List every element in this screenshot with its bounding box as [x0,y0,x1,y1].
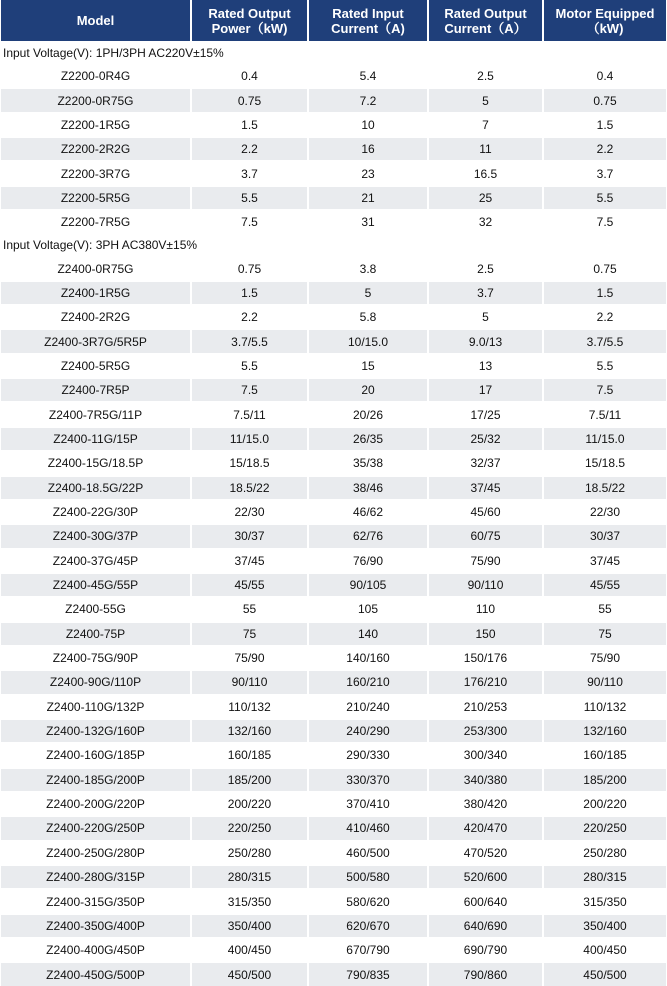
header-rated-output-current: Rated Output Current（A） [428,0,543,42]
table-row [1,646,666,670]
cell-motor-equipped: 132/160 [543,719,666,743]
header-motor-equipped: Motor Equipped（kW) [543,0,666,42]
table-row [1,402,666,426]
cell-rated-input-current: 240/290 [308,719,428,743]
cell-model: Z2400-110G/132P [1,695,191,719]
cell-model: Z2400-3R7G/5R5P [1,329,191,353]
cell-rated-output-power: 5.5 [191,186,308,210]
cell-motor-equipped: 3.7/5.5 [543,329,666,353]
table-body [1,42,666,986]
table-row [1,938,666,962]
cell-rated-output-current: 5 [428,305,543,329]
table-row [1,256,666,280]
cell-motor-equipped: 0.75 [543,256,666,280]
cell-rated-output-power: 400/450 [191,938,308,962]
cell-model: Z2400-132G/160P [1,719,191,743]
cell-model: Z2200-0R75G [1,88,191,112]
cell-rated-input-current: 62/76 [308,524,428,548]
cell-motor-equipped: 185/200 [543,768,666,792]
cell-rated-input-current: 160/210 [308,670,428,694]
cell-rated-output-power: 75 [191,622,308,646]
cell-rated-output-current: 150/176 [428,646,543,670]
cell-rated-output-current: 253/300 [428,719,543,743]
cell-model: Z2400-0R75G [1,256,191,280]
cell-motor-equipped: 5.5 [543,186,666,210]
cell-motor-equipped: 7.5 [543,378,666,402]
table-row [1,451,666,475]
cell-rated-output-power: 7.5 [191,378,308,402]
cell-model: Z2400-220G/250P [1,816,191,840]
cell-rated-output-power: 1.5 [191,281,308,305]
cell-rated-output-current: 420/470 [428,816,543,840]
cell-motor-equipped: 75 [543,622,666,646]
cell-rated-output-power: 1.5 [191,113,308,137]
table-row [1,329,666,353]
cell-model: Z2200-7R5G [1,210,191,234]
cell-rated-input-current: 580/620 [308,889,428,913]
cell-rated-input-current: 16 [308,137,428,161]
cell-rated-input-current: 370/410 [308,792,428,816]
cell-rated-output-current: 17 [428,378,543,402]
cell-rated-output-current: 790/860 [428,962,543,985]
cell-rated-output-current: 13 [428,354,543,378]
cell-rated-output-power: 280/315 [191,865,308,889]
table-row [1,549,666,573]
table-row [1,597,666,621]
cell-rated-input-current: 26/35 [308,427,428,451]
cell-rated-output-current: 340/380 [428,768,543,792]
cell-model: Z2400-90G/110P [1,670,191,694]
cell-rated-output-power: 18.5/22 [191,476,308,500]
cell-rated-output-current: 16.5 [428,161,543,185]
table-row [1,622,666,646]
cell-rated-output-power: 7.5 [191,210,308,234]
table-header [1,0,666,42]
table-row [1,573,666,597]
cell-motor-equipped: 5.5 [543,354,666,378]
cell-rated-output-current: 3.7 [428,281,543,305]
cell-rated-input-current: 20 [308,378,428,402]
cell-motor-equipped: 0.4 [543,64,666,88]
section-row [1,42,666,64]
cell-rated-output-current: 5 [428,88,543,112]
table-row [1,137,666,161]
cell-model: Z2400-45G/55P [1,573,191,597]
header-model: Model [1,0,191,42]
cell-rated-input-current: 210/240 [308,695,428,719]
table-row [1,816,666,840]
table-row [1,186,666,210]
cell-motor-equipped: 160/185 [543,743,666,767]
cell-rated-output-current: 75/90 [428,549,543,573]
cell-rated-output-current: 380/420 [428,792,543,816]
cell-model: Z2400-22G/30P [1,500,191,524]
table-row [1,792,666,816]
cell-rated-output-current: 300/340 [428,743,543,767]
cell-rated-output-current: 110 [428,597,543,621]
cell-rated-output-current: 17/25 [428,402,543,426]
cell-motor-equipped: 7.5 [543,210,666,234]
table-row [1,962,666,985]
cell-rated-input-current: 15 [308,354,428,378]
cell-rated-input-current: 20/26 [308,402,428,426]
cell-motor-equipped: 11/15.0 [543,427,666,451]
cell-rated-output-power: 0.4 [191,64,308,88]
cell-motor-equipped: 220/250 [543,816,666,840]
table-row [1,524,666,548]
cell-rated-input-current: 620/670 [308,914,428,938]
cell-rated-output-power: 37/45 [191,549,308,573]
cell-model: Z2400-400G/450P [1,938,191,962]
cell-rated-output-power: 110/132 [191,695,308,719]
cell-rated-input-current: 23 [308,161,428,185]
cell-rated-output-current: 60/75 [428,524,543,548]
table-row [1,695,666,719]
table-row [1,161,666,185]
cell-motor-equipped: 315/350 [543,889,666,913]
cell-model: Z2400-2R2G [1,305,191,329]
cell-rated-input-current: 10 [308,113,428,137]
cell-rated-output-current: 2.5 [428,256,543,280]
cell-rated-input-current: 330/370 [308,768,428,792]
section-title: Input Voltage(V): 1PH/3PH AC220V±15% [1,42,666,64]
cell-motor-equipped: 55 [543,597,666,621]
cell-motor-equipped: 37/45 [543,549,666,573]
cell-rated-output-power: 2.2 [191,137,308,161]
cell-rated-output-power: 22/30 [191,500,308,524]
cell-motor-equipped: 280/315 [543,865,666,889]
cell-motor-equipped: 7.5/11 [543,402,666,426]
table-row [1,210,666,234]
cell-model: Z2400-350G/400P [1,914,191,938]
cell-model: Z2400-450G/500P [1,962,191,985]
cell-rated-output-power: 55 [191,597,308,621]
cell-motor-equipped: 22/30 [543,500,666,524]
cell-model: Z2200-2R2G [1,137,191,161]
cell-rated-input-current: 3.8 [308,256,428,280]
cell-rated-output-power: 3.7 [191,161,308,185]
header-row [1,0,666,42]
spec-table [1,0,666,986]
cell-rated-output-power: 2.2 [191,305,308,329]
cell-motor-equipped: 3.7 [543,161,666,185]
cell-motor-equipped: 2.2 [543,137,666,161]
table-row [1,670,666,694]
table-row [1,113,666,137]
table-row [1,305,666,329]
cell-rated-output-current: 470/520 [428,841,543,865]
cell-rated-input-current: 10/15.0 [308,329,428,353]
cell-rated-output-power: 185/200 [191,768,308,792]
cell-model: Z2200-1R5G [1,113,191,137]
cell-rated-input-current: 5 [308,281,428,305]
cell-motor-equipped: 1.5 [543,281,666,305]
cell-rated-output-power: 315/350 [191,889,308,913]
cell-rated-input-current: 5.8 [308,305,428,329]
cell-rated-output-current: 210/253 [428,695,543,719]
cell-rated-output-power: 5.5 [191,354,308,378]
cell-motor-equipped: 90/110 [543,670,666,694]
cell-rated-output-current: 150 [428,622,543,646]
cell-rated-input-current: 38/46 [308,476,428,500]
cell-model: Z2200-0R4G [1,64,191,88]
cell-model: Z2400-7R5P [1,378,191,402]
cell-rated-output-power: 200/220 [191,792,308,816]
cell-rated-output-current: 176/210 [428,670,543,694]
cell-rated-output-current: 640/690 [428,914,543,938]
cell-rated-output-power: 75/90 [191,646,308,670]
cell-motor-equipped: 18.5/22 [543,476,666,500]
cell-model: Z2200-3R7G [1,161,191,185]
table-row [1,841,666,865]
cell-motor-equipped: 450/500 [543,962,666,985]
cell-rated-output-current: 32 [428,210,543,234]
cell-rated-output-current: 9.0/13 [428,329,543,353]
cell-rated-input-current: 76/90 [308,549,428,573]
cell-rated-output-current: 600/640 [428,889,543,913]
cell-motor-equipped: 45/55 [543,573,666,597]
header-rated-input-current: Rated Input Current（A) [308,0,428,42]
cell-motor-equipped: 15/18.5 [543,451,666,475]
cell-model: Z2400-37G/45P [1,549,191,573]
cell-model: Z2400-250G/280P [1,841,191,865]
section-row [1,234,666,256]
cell-model: Z2400-7R5G/11P [1,402,191,426]
cell-rated-input-current: 5.4 [308,64,428,88]
cell-rated-output-current: 25/32 [428,427,543,451]
cell-motor-equipped: 75/90 [543,646,666,670]
cell-rated-output-power: 250/280 [191,841,308,865]
header-rated-output-power: Rated Output Power（kW) [191,0,308,42]
cell-model: Z2400-75G/90P [1,646,191,670]
cell-rated-input-current: 46/62 [308,500,428,524]
cell-motor-equipped: 0.75 [543,88,666,112]
cell-rated-input-current: 21 [308,186,428,210]
table-row [1,889,666,913]
table-row [1,914,666,938]
cell-motor-equipped: 2.2 [543,305,666,329]
cell-rated-input-current: 140 [308,622,428,646]
cell-model: Z2400-315G/350P [1,889,191,913]
cell-rated-input-current: 410/460 [308,816,428,840]
cell-rated-output-current: 11 [428,137,543,161]
cell-rated-output-current: 90/110 [428,573,543,597]
cell-rated-output-current: 520/600 [428,865,543,889]
cell-model: Z2400-5R5G [1,354,191,378]
cell-rated-output-current: 32/37 [428,451,543,475]
cell-rated-output-power: 11/15.0 [191,427,308,451]
cell-rated-input-current: 90/105 [308,573,428,597]
cell-model: Z2400-160G/185P [1,743,191,767]
cell-motor-equipped: 400/450 [543,938,666,962]
cell-motor-equipped: 200/220 [543,792,666,816]
table-row [1,88,666,112]
table-row [1,354,666,378]
cell-rated-output-power: 90/110 [191,670,308,694]
cell-model: Z2400-1R5G [1,281,191,305]
cell-rated-output-power: 15/18.5 [191,451,308,475]
cell-motor-equipped: 1.5 [543,113,666,137]
table-row [1,719,666,743]
cell-model: Z2400-200G/220P [1,792,191,816]
cell-rated-input-current: 500/580 [308,865,428,889]
cell-rated-output-power: 45/55 [191,573,308,597]
table-row [1,768,666,792]
cell-rated-output-power: 0.75 [191,256,308,280]
cell-model: Z2400-55G [1,597,191,621]
section-title: Input Voltage(V): 3PH AC380V±15% [1,234,666,256]
cell-model: Z2400-280G/315P [1,865,191,889]
cell-rated-output-power: 3.7/5.5 [191,329,308,353]
cell-motor-equipped: 110/132 [543,695,666,719]
table-row [1,281,666,305]
cell-model: Z2400-75P [1,622,191,646]
table-row [1,865,666,889]
table-row [1,427,666,451]
cell-rated-output-power: 220/250 [191,816,308,840]
table-row [1,500,666,524]
cell-model: Z2400-11G/15P [1,427,191,451]
cell-motor-equipped: 30/37 [543,524,666,548]
cell-rated-input-current: 105 [308,597,428,621]
table-row [1,743,666,767]
cell-rated-output-current: 45/60 [428,500,543,524]
cell-rated-output-power: 160/185 [191,743,308,767]
cell-model: Z2400-18.5G/22P [1,476,191,500]
cell-rated-input-current: 35/38 [308,451,428,475]
cell-rated-output-power: 0.75 [191,88,308,112]
cell-rated-input-current: 290/330 [308,743,428,767]
table-row [1,378,666,402]
table-row [1,476,666,500]
cell-rated-input-current: 7.2 [308,88,428,112]
cell-rated-output-current: 690/790 [428,938,543,962]
cell-rated-output-current: 25 [428,186,543,210]
cell-rated-input-current: 140/160 [308,646,428,670]
table-row [1,64,666,88]
cell-model: Z2400-15G/18.5P [1,451,191,475]
cell-rated-input-current: 670/790 [308,938,428,962]
cell-motor-equipped: 250/280 [543,841,666,865]
cell-rated-output-power: 7.5/11 [191,402,308,426]
cell-rated-input-current: 31 [308,210,428,234]
cell-rated-input-current: 790/835 [308,962,428,985]
cell-motor-equipped: 350/400 [543,914,666,938]
cell-rated-output-power: 450/500 [191,962,308,985]
cell-rated-output-current: 37/45 [428,476,543,500]
cell-model: Z2200-5R5G [1,186,191,210]
cell-rated-output-current: 2.5 [428,64,543,88]
cell-rated-output-power: 30/37 [191,524,308,548]
cell-rated-input-current: 460/500 [308,841,428,865]
cell-rated-output-power: 132/160 [191,719,308,743]
cell-model: Z2400-30G/37P [1,524,191,548]
cell-rated-output-power: 350/400 [191,914,308,938]
cell-model: Z2400-185G/200P [1,768,191,792]
cell-rated-output-current: 7 [428,113,543,137]
